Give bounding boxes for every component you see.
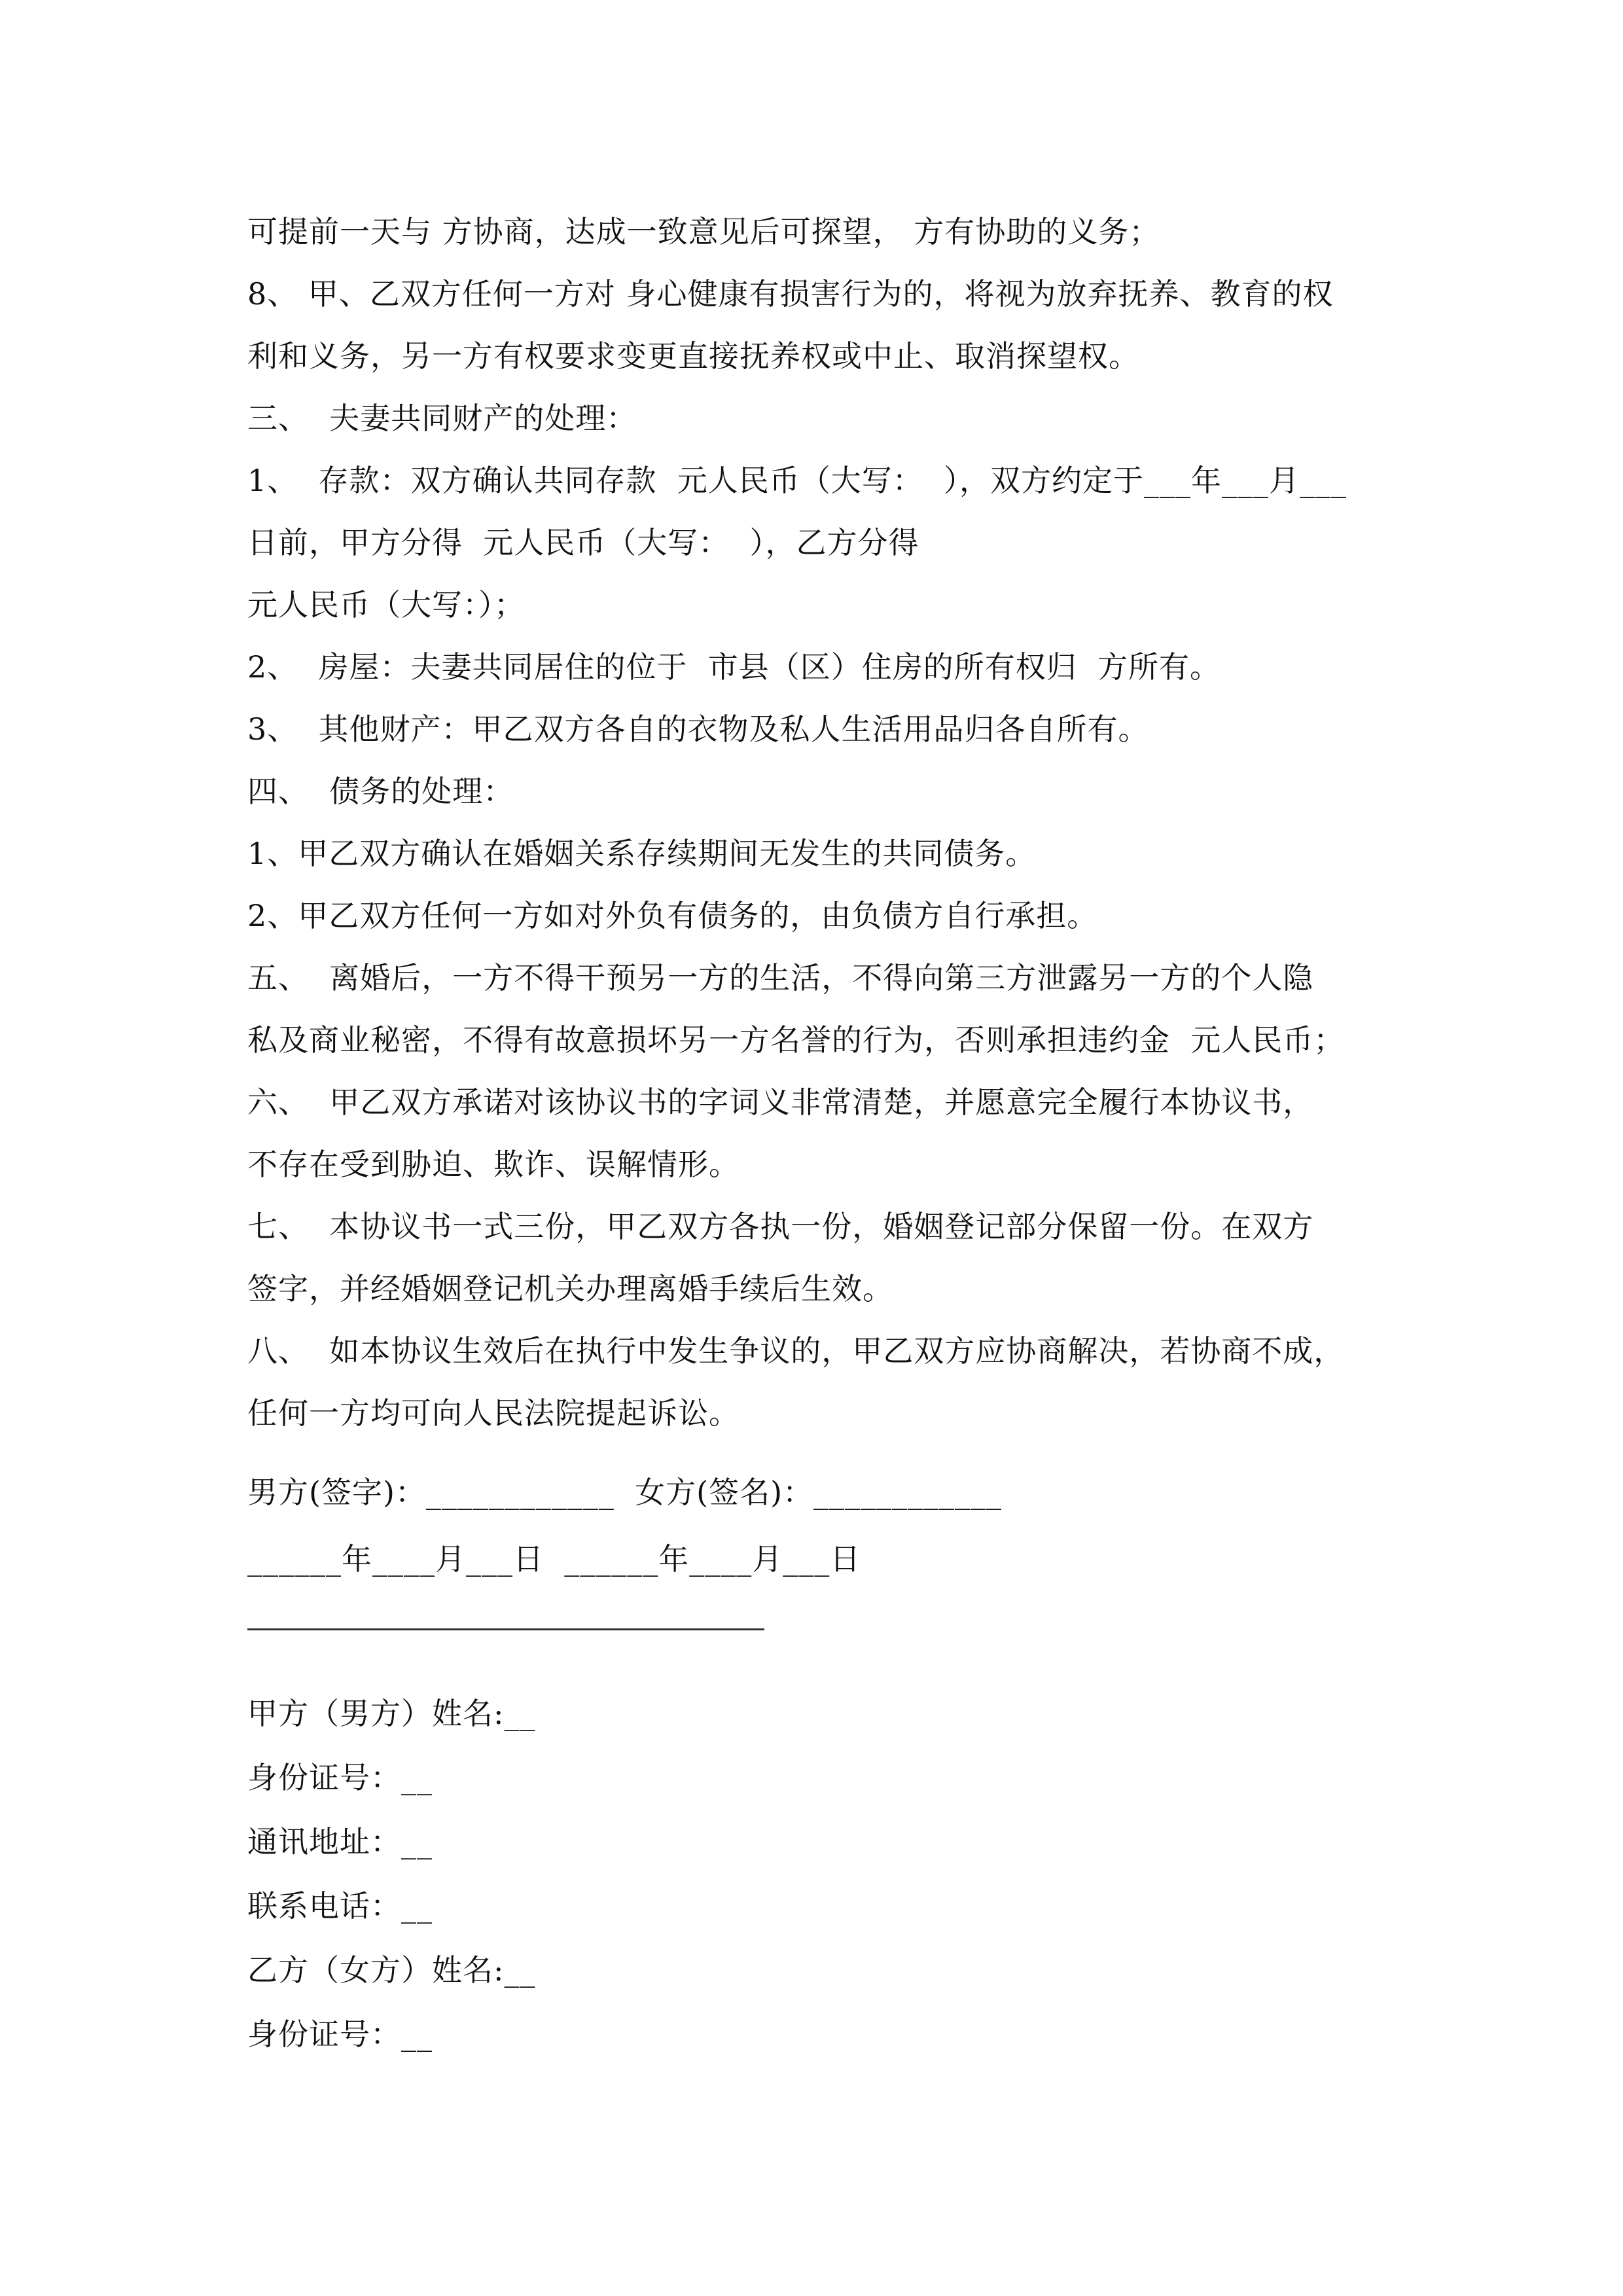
text-line: 2、 房屋：夫妻共同居住的位于 市县（区）住房的所有权归 方所有。: [247, 649, 1221, 685]
text-line: 1、 存款：双方确认共同存款 元人民币（大写： ），双方约定于___年___月___: [247, 463, 1347, 498]
party-field: 身份证号：__: [247, 1760, 433, 1795]
separator-line: [247, 1628, 764, 1630]
text-line: 任何一方均可向人民法院提起诉讼。: [247, 1395, 740, 1431]
text-line: 七、 本协议书一式三份，甲乙双方各执一份，婚姻登记部分保留一份。在双方: [247, 1209, 1314, 1244]
text-line: 私及商业秘密，不得有故意损坏另一方名誉的行为，否则承担违约金 元人民币；: [247, 1022, 1345, 1058]
text-line: 五、 离婚后，一方不得干预另一方的生活，不得向第三方泄露另一方的个人隐: [247, 960, 1314, 996]
party-field: 身份证号：__: [247, 2017, 433, 2052]
section-heading: 四、 债务的处理：: [247, 774, 514, 809]
text-line: 八、 如本协议生效后在执行中发生争议的，甲乙双方应协商解决，若协商不成，: [247, 1333, 1345, 1369]
text-line: 不存在受到胁迫、欺诈、误解情形。: [247, 1147, 740, 1182]
text-line: 六、 甲乙双方承诺对该协议书的字词义非常清楚，并愿意完全履行本协议书，: [247, 1085, 1314, 1120]
party-field: 乙方（女方）姓名:__: [247, 1952, 536, 1988]
date-line: ______年____月___日 ______年____月___日: [247, 1541, 861, 1577]
party-field: 甲方（男方）姓名:__: [247, 1696, 536, 1731]
signature-line: 男方(签字)：____________ 女方(签名)：____________: [247, 1475, 1003, 1510]
text-line: 2、甲乙双方任何一方如对外负有债务的，由负债方自行承担。: [247, 898, 1098, 933]
text-line: 签字，并经婚姻登记机关办理离婚手续后生效。: [247, 1271, 893, 1306]
text-line: 日前，甲方分得 元人民币（大写： ），乙方分得: [247, 525, 919, 560]
text-line: 8、 甲、乙双方任何一方对 身心健康有损害行为的，将视为放弃抚养、教育的权: [247, 276, 1334, 312]
text-line: 3、 其他财产：甲乙双方各自的衣物及私人生活用品归各自所有。: [247, 711, 1149, 747]
text-line: 1、甲乙双方确认在婚姻关系存续期间无发生的共同债务。: [247, 836, 1037, 871]
text-line: 元人民币（大写：）；: [247, 587, 525, 622]
party-field: 联系电话：__: [247, 1888, 433, 1924]
text-line: 可提前一天与 方协商，达成一致意见后可探望， 方有协助的义务；: [247, 214, 1160, 249]
section-heading: 三、 夫妻共同财产的处理：: [247, 401, 637, 436]
party-field: 通讯地址：__: [247, 1824, 433, 1859]
text-line: 利和义务，另一方有权要求变更直接抚养权或中止、取消探望权。: [247, 338, 1139, 374]
